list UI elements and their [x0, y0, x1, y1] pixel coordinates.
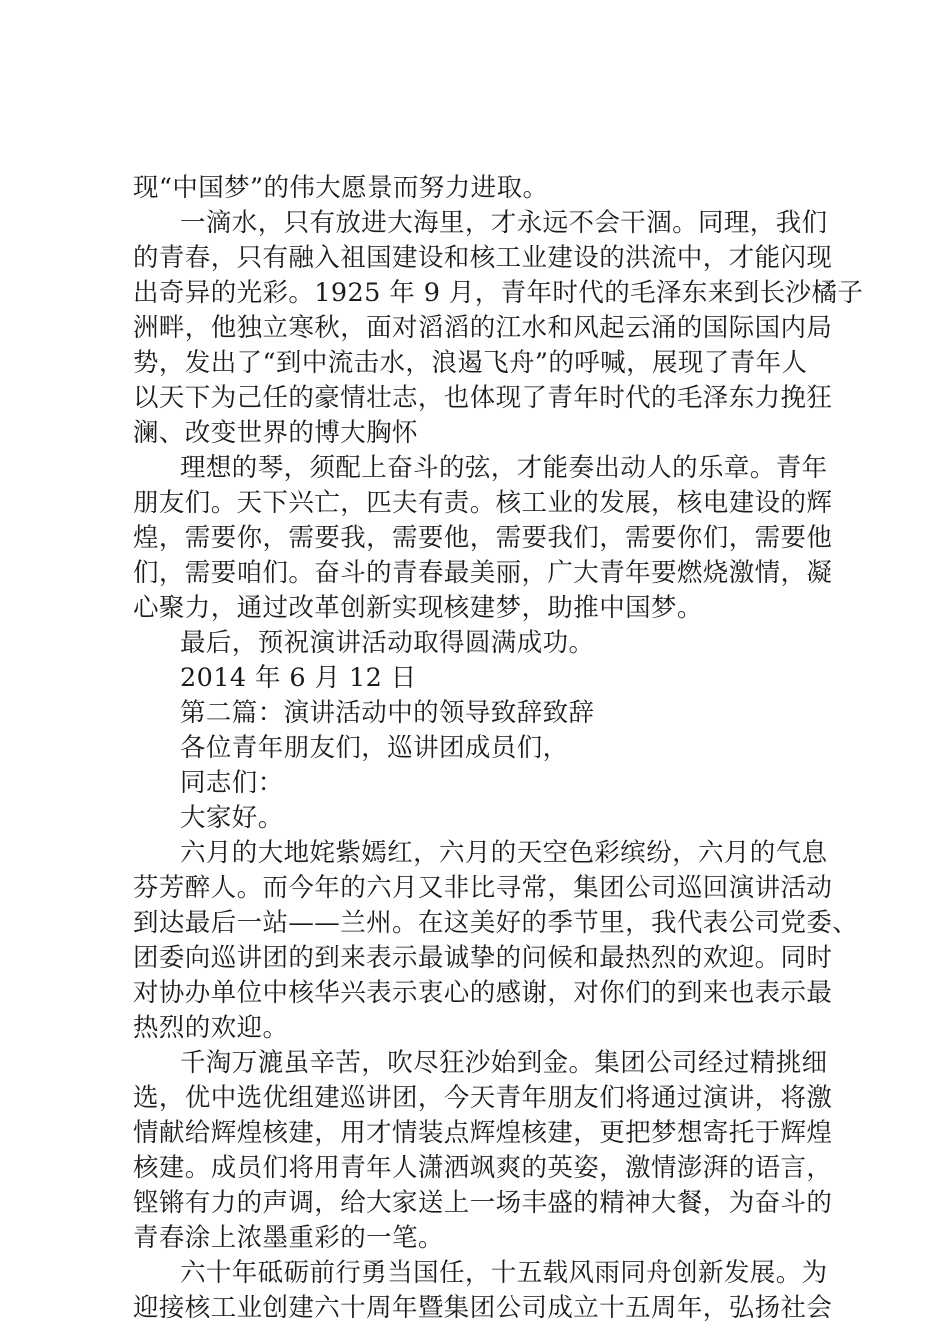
text-line: 选，优中选优组建巡讲团，今天青年朋友们将通过演讲，将激	[133, 1083, 833, 1113]
text-line: 六月的大地姹紫嫣红，六月的天空色彩缤纷，六月的气息	[180, 838, 828, 868]
text-line: 最后，预祝演讲活动取得圆满成功。	[180, 628, 595, 658]
text-line: 到达最后一站——兰州。在这美好的季节里，我代表公司党委、	[133, 908, 859, 938]
text-line: 大家好。	[180, 803, 284, 833]
text-line: 同志们：	[180, 768, 284, 798]
text-line: 芬芳醉人。而今年的六月又非比寻常，集团公司巡回演讲活动	[133, 873, 833, 903]
text-line: 出奇异的光彩。1925 年 9 月，青年时代的毛泽东来到长沙橘子	[133, 278, 864, 308]
text-line: 对协办单位中核华兴表示衷心的感谢，对你们的到来也表示最	[133, 978, 833, 1008]
text-line: 团委向巡讲团的到来表示最诚挚的问候和最热烈的欢迎。同时	[133, 943, 833, 973]
text-line: 迎接核工业创建六十周年暨集团公司成立十五周年，弘扬社会	[133, 1293, 833, 1323]
text-line: 六十年砥砺前行勇当国任，十五载风雨同舟创新发展。为	[180, 1258, 828, 1288]
date-line: 2014 年 6 月 12 日	[180, 663, 417, 693]
text-line: 们，需要咱们。奋斗的青春最美丽，广大青年要燃烧激情，凝	[133, 558, 833, 588]
text-line: 势，发出了“到中流击水，浪遏飞舟”的呼喊，展现了青年人	[133, 348, 808, 378]
text-line: 核建。成员们将用青年人潇洒飒爽的英姿，激情澎湃的语言，	[133, 1153, 833, 1183]
text-line: 洲畔，他独立寒秋，面对滔滔的江水和风起云涌的国际国内局	[133, 313, 833, 343]
text-line: 理想的琴，须配上奋斗的弦，才能奏出动人的乐章。青年	[180, 453, 828, 483]
text-line: 以天下为己任的豪情壮志，也体现了青年时代的毛泽东力挽狂	[133, 383, 833, 413]
text-line: 热烈的欢迎。	[133, 1013, 289, 1043]
text-line: 的青春，只有融入祖国建设和核工业建设的洪流中，才能闪现	[133, 243, 833, 273]
text-line: 青春涂上浓墨重彩的一笔。	[133, 1223, 444, 1253]
text-line: 情献给辉煌核建，用才情装点辉煌核建，更把梦想寄托于辉煌	[133, 1118, 833, 1148]
text-line: 现“中国梦”的伟大愿景而努力进取。	[133, 173, 549, 203]
text-line: 澜、改变世界的博大胸怀	[133, 418, 418, 448]
text-line: 心聚力，通过改革创新实现核建梦，助推中国梦。	[133, 593, 703, 623]
text-line: 铿锵有力的声调，给大家送上一场丰盛的精神大餐，为奋斗的	[133, 1188, 833, 1218]
text-line: 各位青年朋友们，巡讲团成员们，	[180, 733, 569, 763]
text-line: 煌，需要你，需要我，需要他，需要我们，需要你们，需要他	[133, 523, 833, 553]
text-line: 千淘万漉虽辛苦，吹尽狂沙始到金。集团公司经过精挑细	[180, 1048, 828, 1078]
text-line: 朋友们。天下兴亡，匹夫有责。核工业的发展，核电建设的辉	[133, 488, 833, 518]
section-heading: 第二篇：演讲活动中的领导致辞致辞	[180, 698, 595, 728]
text-line: 一滴水，只有放进大海里，才永远不会干涸。同理，我们	[180, 208, 828, 238]
